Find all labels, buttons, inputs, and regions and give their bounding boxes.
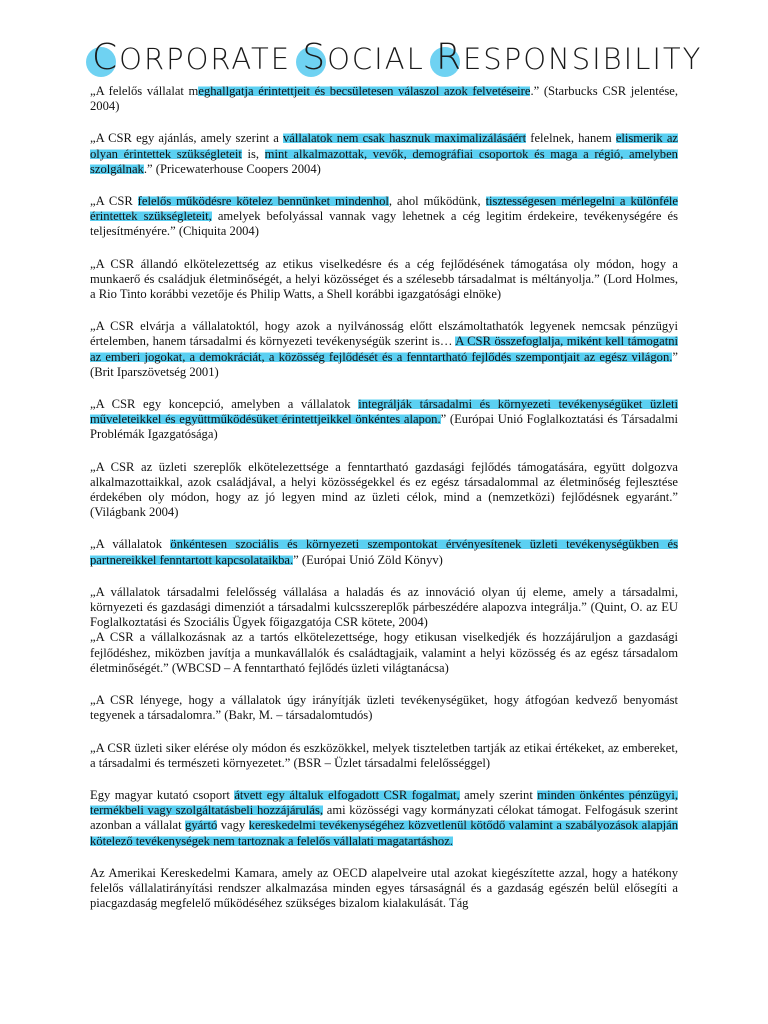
paragraph-pwc: [90, 131, 678, 177]
text: „A felelős vállalat m: [90, 84, 199, 98]
highlight: felelős működésre kötelez bennünket mindenhol: [137, 194, 389, 209]
text: ” (Európai Unió Foglalkoztatási és Társadalmi Problémák Igazgatósága): [90, 412, 678, 442]
paragraph-holmes-watts: „A CSR állandó elkötelezettség az etikus viselkedésre és a cég fejlődésének támogatása oly módon, hogy a munkaerő és családjuk életminőségét, a helyi közösséget és a szélesebb társadalmat is méltányolja.” (Lord Holmes, a Rio Tinto korábbi vezetője és Philip Watts, a Shell korábbi igazgatósági elnöke): [90, 256, 678, 302]
text: „A CSR egy ajánlás, amely szerint a: [90, 131, 283, 146]
paragraph-starbucks: [90, 84, 678, 114]
text: „A CSR elvárja a vállalatoktól, hogy azok a nyilvánosság előtt elszámoltathatók legyenek nemcsak pénzügyi értelemben, hanem társadalmi és környezeti tevékenységük szerint is…: [90, 319, 678, 349]
text: ” (Európai Unió Zöld Könyv): [293, 552, 443, 567]
page-title: [92, 34, 752, 82]
paragraph-bsr: „A CSR üzleti siker elérése oly módon és eszközökkel, melyek tiszteletben tartják az etikai értékeket, az embereket, a társadalmi és természeti környezetet.” (BSR – Üzlet társadalmi felelősséggel): [90, 740, 678, 770]
title-initial-s: S: [302, 37, 328, 78]
text: „A CSR: [90, 194, 138, 209]
highlight: minden önkéntes pénzügyi, termékbeli vagy szolgáltatásbeli hozzájárulás,: [90, 787, 678, 818]
highlight: tisztességesen mérlegelni a különféle érintettek szükségleteit,: [90, 194, 678, 224]
highlight: A CSR összefoglalja, miként kell támogatni az emberi jogokat, a demokráciát, a közösség fejlődését és a fenntartható fejlődés szempontjait az egész világon.: [90, 334, 678, 364]
text: „A CSR egy koncepció, amelyben a vállalatok: [90, 397, 359, 412]
text: is,: [241, 146, 265, 161]
highlight: vállalatok nem csak hasznuk maximalizálásáért: [282, 131, 527, 146]
title-initial-c: C: [92, 37, 120, 78]
paragraph-chiquita: [90, 194, 678, 240]
text: amelyek befolyással vannak vagy lehetnek a cég legitim érdekeire, tevékenységére és teljesítményére.” (Chiquita 2004): [90, 209, 678, 239]
paragraph-vilagbank: „A CSR az üzleti szereplők elkötelezettsége a fenntartható gazdasági fejlődés támogatására, együtt dolgozva alkalmazottaikkal, azok családjával, a helyi közösségekkel és ez egész társadalommal az életminőség fejlesztése érdekében oly módon, hogy az jó legyen mind az üzleti célok, mind a (nemzetközi) fejlődésnek egyaránt.” (Világbank 2004): [90, 459, 678, 520]
text: felelnek, hanem: [526, 131, 616, 146]
paragraph-hungarian-research: [90, 788, 678, 849]
title-word-corporate: ORPORATE: [119, 42, 303, 76]
highlight: elismerik az olyan érintettek szükségleteit: [90, 131, 678, 161]
highlight: átvett egy általuk elfogadott CSR fogalmat,: [234, 787, 460, 802]
text: „A vállalatok: [90, 537, 171, 552]
text: , ahol működünk,: [388, 194, 486, 209]
document-body: [90, 84, 678, 928]
highlight: kereskedelmi tevékenységéhez közvetlenül kötődő valamint a szabályozások alapján kötelező tevékenységek nem tartoznak a felelős vállalati magatartáshoz.: [90, 818, 678, 848]
paragraph-eu-green-book: [90, 537, 678, 567]
paragraph-wbcsd: „A CSR a vállalkozásnak az a tartós elkötelezettsége, hogy etikusan viselkedjék és hozzájáruljon a gazdasági fejlődéshez, miközben javítja a munkavállalók és családtagjaik, valamint a helyi közösség és az egész társadalom életminőségét.” (WBCSD – A fenntartható fejlődés üzleti világtanácsa): [90, 630, 678, 675]
text: amely szerint: [459, 787, 538, 802]
paragraph-brit-iparszovetseg: [90, 319, 678, 380]
highlight: önkéntesen szociális és környezeti szempontokat érvényesítenek üzleti tevékenységükben és partnereikkel fenntartott kapcsolataikba.: [90, 537, 678, 567]
highlight: mint alkalmazottak, vevők, demográfiai csoportok és maga a régió, amelyben szolgálnak: [90, 146, 678, 176]
text: .” (Pricewaterhouse Coopers 2004): [143, 161, 321, 176]
highlight: eghallgatja érintettjeit és becsületesen válaszol azok felvetéseire: [198, 84, 531, 98]
title-initial-r: R: [435, 37, 463, 78]
highlight: gyártó: [185, 818, 218, 833]
text: ” (Brit Iparszövetség 2001): [90, 349, 678, 379]
text: Egy magyar kutató csoport: [90, 787, 235, 802]
highlight: integrálják társadalmi és környezeti tevékenységüket üzleti műveleteikkel és együttműködésüket érintettjeikkel önkéntes alapon.: [90, 397, 678, 427]
title-word-social: OCIAL: [327, 42, 436, 76]
text: ami közösségi vagy kormányzati célokat támogat. Felfogásuk szerint azonban a vállalat: [90, 803, 678, 833]
paragraph-quint: „A vállalatok társadalmi felelősség vállalása a haladás és az innováció olyan új eleme, amely a társadalmi, környezeti és gazdasági dimenziót a társadalmi kulcsszereplők párbeszédére alapozva integrálja.” (Quint, O. az EU Foglalkoztatási és Szociális Ügyek főigazgatója CSR kötete, 2004): [90, 584, 678, 630]
paragraph-bakr: „A CSR lényege, hogy a vállalatok úgy irányítják üzleti tevékenységüket, hogy átfogóan kedvező benyomást tegyenek a társadalomra.” (Bakr, M. – társadalomtudós): [90, 693, 678, 723]
text: vagy: [217, 818, 249, 833]
paragraph-eu-directorate: [90, 397, 678, 443]
paragraph-american-chamber: Az Amerikai Kereskedelmi Kamara, amely az OECD alapelveire utal azokat kiegészítette azzal, hogy a hatékony felelős vállalatirányítási rendszer alkalmazása minden egyes társaságnál és a gazdaság egészén belül elősegíti a piacgazdaság megfelelő működéséhez szükséges bizalom kialakulását. Tág: [90, 865, 678, 911]
title-word-responsibility: ESPONSIBILITY: [462, 42, 703, 76]
text: .” (Starbucks CSR jelentése, 2004): [90, 84, 678, 114]
